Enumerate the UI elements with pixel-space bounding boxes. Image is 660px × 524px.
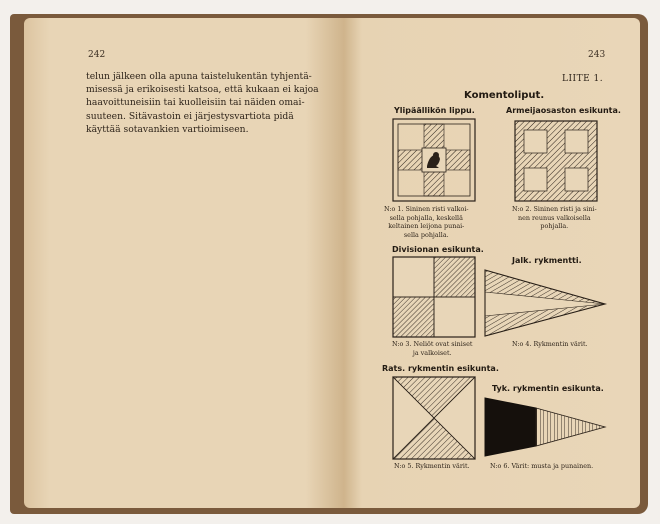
text-line: haavoittuneisiin tai kuolleisiin tai näiden omai- — [86, 97, 305, 109]
page-title: Komentoliput. — [464, 90, 545, 101]
flag-5-cavalry-regiment-hq — [392, 376, 476, 460]
text-line: telun jälkeen olla apuna taistelukentän tyhjentä- — [86, 71, 312, 82]
flag-2-army-corps-hq — [514, 120, 598, 202]
text-line: suuteen. Sitävastoin ei järjestysvartiota pidä — [86, 110, 294, 122]
right-page-number: 243 — [588, 50, 606, 60]
figure-3-caption: N:o 3. Neliöt ovat siniset ja valkoiset. — [392, 340, 473, 357]
text-line: misessä ja erikoisesti katsoa, että kukaan ei kajoa — [86, 84, 319, 96]
figure-5-title: Rats. rykmentin esikunta. — [382, 364, 499, 373]
figure-6-title: Tyk. rykmentin esikunta. — [492, 384, 604, 393]
figure-2-title: Armeijaosaston esikunta. — [506, 106, 621, 115]
flag-6-artillery-regiment-hq — [484, 396, 608, 458]
figure-5-caption: N:o 5. Rykmentin värit. — [394, 462, 470, 470]
figure-4-caption: N:o 4. Rykmentin värit. — [512, 340, 588, 348]
right-page — [344, 18, 640, 508]
appendix-label: LIITE 1. — [562, 74, 604, 84]
figure-6-caption: N:o 6. Värit: musta ja punainen. — [490, 462, 594, 470]
figure-4-title: Jalk. rykmentti. — [512, 256, 582, 265]
text-line: käyttää sotavankien vartioimiseen. — [86, 123, 249, 135]
figure-3-title: Divisionan esikunta. — [392, 245, 484, 254]
figure-1-title: Ylipäällikön lippu. — [394, 106, 475, 115]
left-page-number: 242 — [88, 50, 106, 60]
flag-1-commander-in-chief — [392, 118, 476, 202]
figure-2-caption: N:o 2. Sininen risti ja sini- nen reunus valkoisella pohjalla. — [512, 205, 597, 231]
flag-3-division-hq — [392, 256, 476, 338]
left-page — [24, 18, 344, 508]
figure-1-caption: N:o 1. Sininen risti valkoi- sella pohjalla, keskellä keltainen leijona punai- sella pohjalla. — [384, 205, 469, 239]
flag-4-infantry-regiment-pennant — [484, 268, 608, 338]
left-page-text — [86, 70, 326, 136]
open-book — [10, 14, 648, 514]
